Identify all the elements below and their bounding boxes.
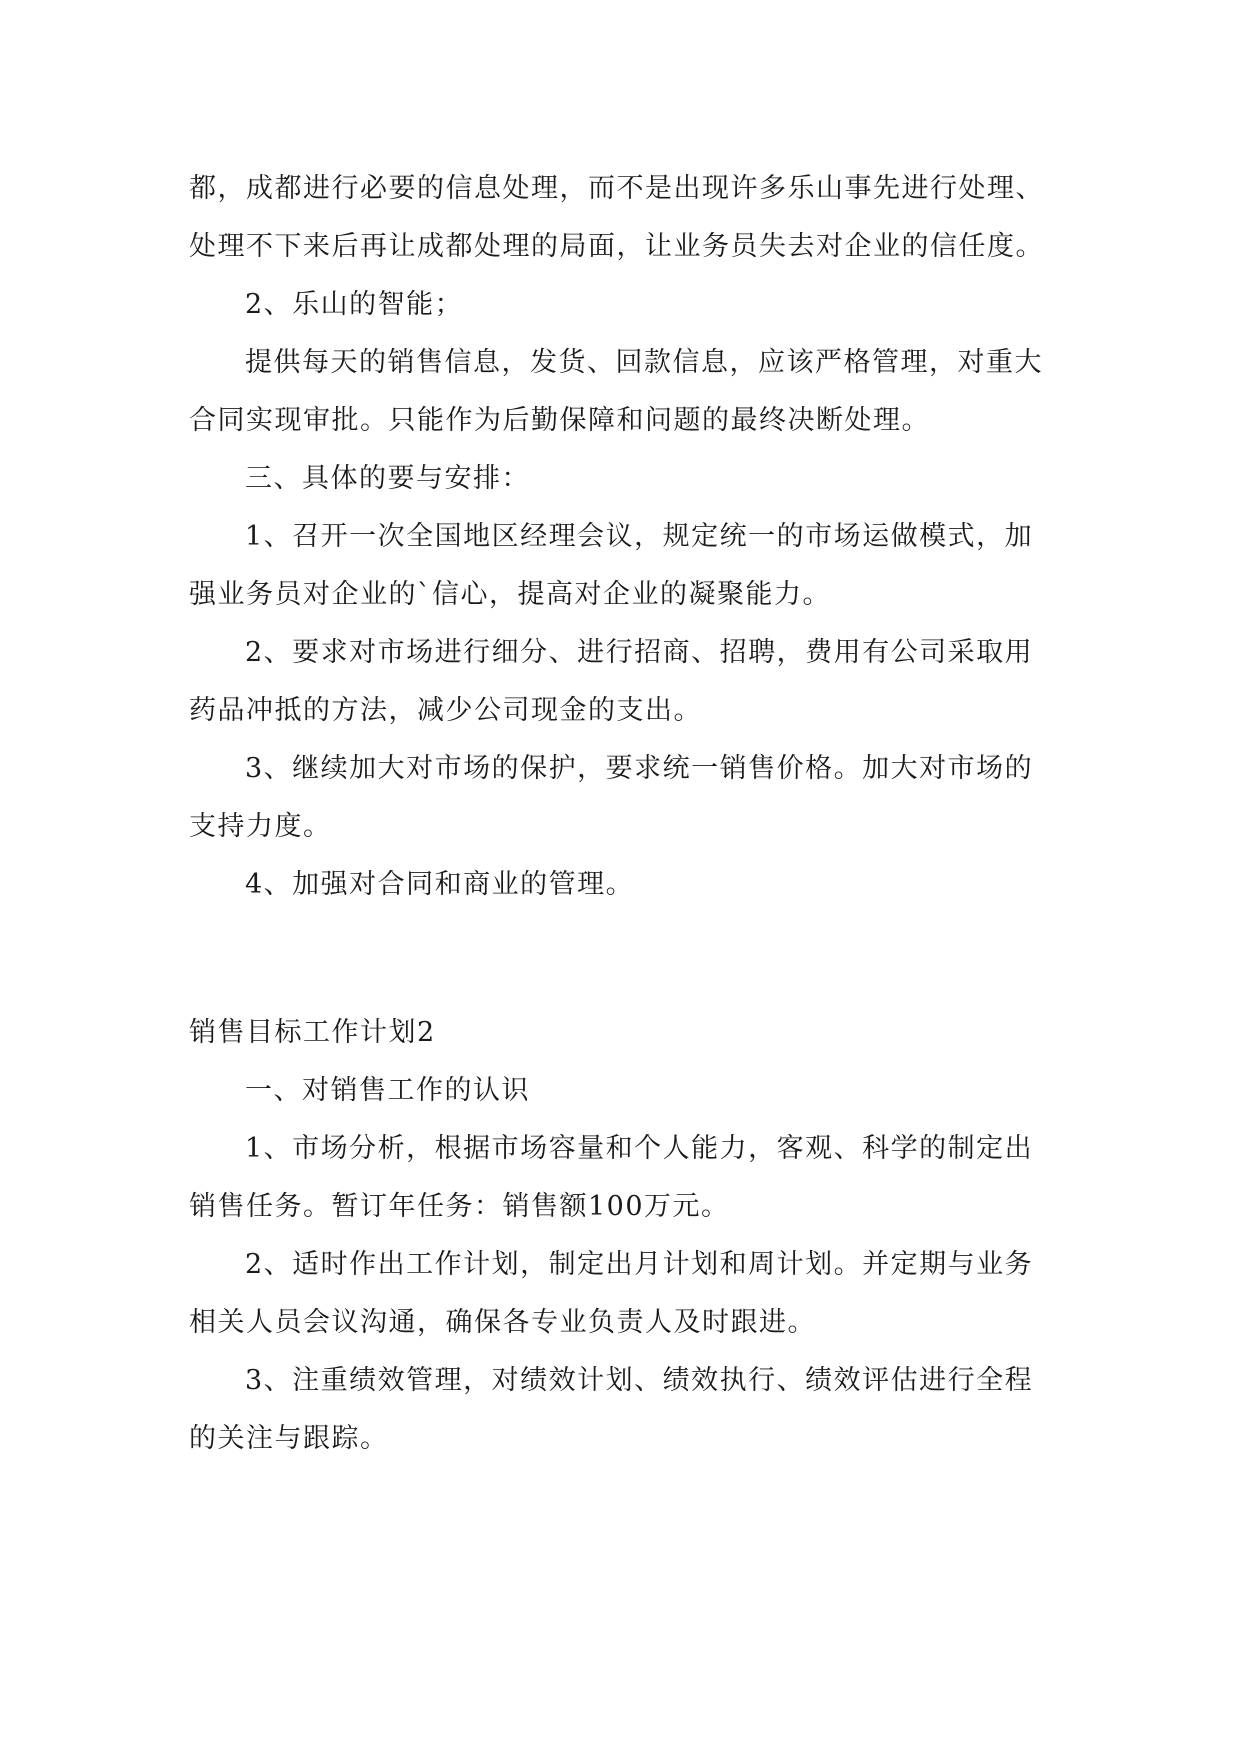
paragraph-line: 药品冲抵的方法，减少公司现金的支出。 xyxy=(189,695,702,726)
paragraph-line: 合同实现审批。只能作为后勤保障和问题的最终决断处理。 xyxy=(189,405,930,436)
paragraph-line: 支持力度。 xyxy=(189,811,332,842)
document-body xyxy=(189,160,1051,1468)
paragraph-line: 1、市场分析，根据市场容量和个人能力，客观、科学的制定出 xyxy=(245,1133,1034,1164)
paragraph-line: 销售任务。暂订年任务：销售额100万元。 xyxy=(189,1191,730,1222)
paragraph-line: 3、继续加大对市场的保护，要求统一销售价格。加大对市场的 xyxy=(245,753,1034,784)
paragraph-line: 3、注重绩效管理，对绩效计划、绩效执行、绩效评估进行全程 xyxy=(245,1365,1034,1396)
section-heading: 三、具体的要与安排： xyxy=(245,463,530,494)
paragraph-line: 4、加强对合同和商业的管理。 xyxy=(245,869,635,900)
paragraph-line: 相关人员会议沟通，确保各专业负责人及时跟进。 xyxy=(189,1307,816,1338)
document-title: 销售目标工作计划2 xyxy=(189,1017,436,1048)
section-heading: 一、对销售工作的认识 xyxy=(245,1075,530,1106)
paragraph-line: 2、适时作出工作计划，制定出月计划和周计划。并定期与业务 xyxy=(245,1249,1034,1280)
paragraph-line: 2、乐山的智能； xyxy=(245,289,464,320)
paragraph-line: 1、召开一次全国地区经理会议，规定统一的市场运做模式，加 xyxy=(245,521,1034,552)
paragraph-line: 的关注与跟踪。 xyxy=(189,1423,389,1454)
paragraph-line: 处理不下来后再让成都处理的局面，让业务员失去对企业的信任度。 xyxy=(189,231,1044,262)
paragraph-line: 都，成都进行必要的信息处理，而不是出现许多乐山事先进行处理、 xyxy=(189,173,1044,204)
paragraph-line: 提供每天的销售信息，发货、回款信息，应该严格管理，对重大 xyxy=(245,347,1043,378)
paragraph-line: 2、要求对市场进行细分、进行招商、招聘，费用有公司采取用 xyxy=(245,637,1034,668)
paragraph-line: 强业务员对企业的`信心，提高对企业的凝聚能力。 xyxy=(189,579,831,610)
